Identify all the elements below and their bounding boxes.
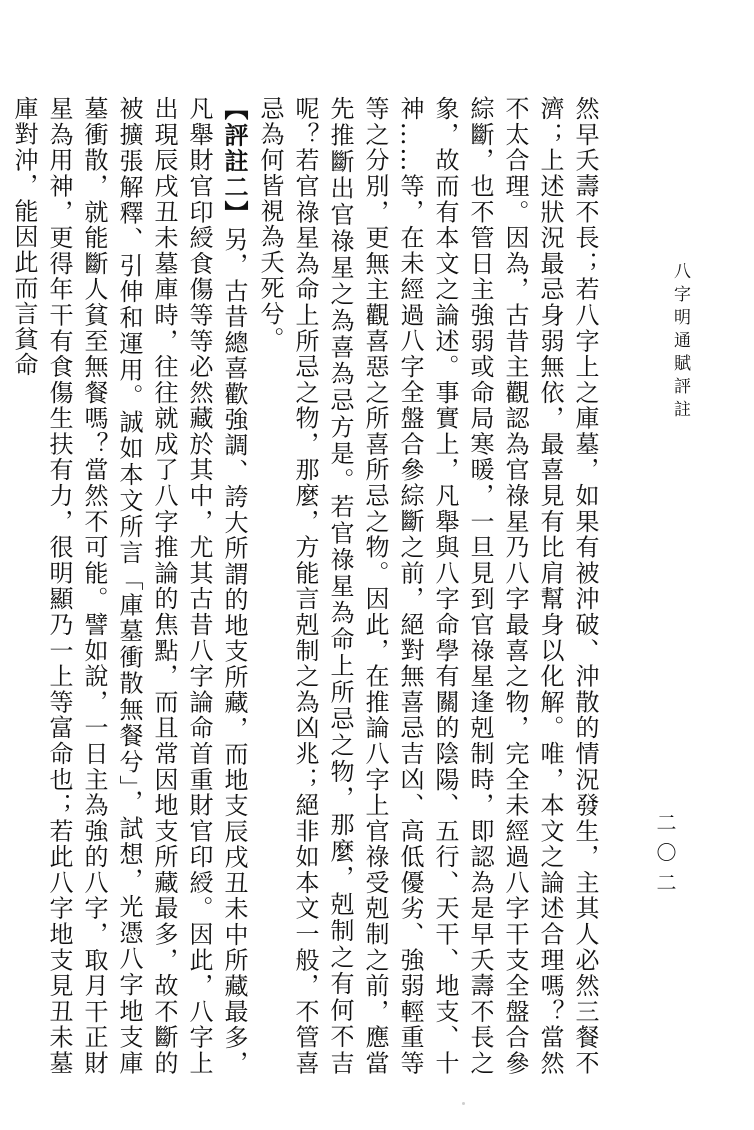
body-text	[10, 96, 602, 1076]
paragraph-1: 然早夭壽不長；若八字上之庫墓，如果有被沖破、沖散的情況發生，主其人必然三餐不濟；上述狀況最忌身弱無依，最喜見有比肩幫身以化解。唯，本文之論述合理嗎？當然不太合理。因為，古昔主觀認為官祿星乃八字最喜之物，完全未經過八字干支全盤合參綜斷，也不管日主強弱或命局寒暖，一旦見到官祿星逢剋制時，即認為是早夭壽不長之象，故而有本文之論述。事實上，凡舉與八字命學有關的陰陽、五行、天干、地支、十神……等，在未經過八字全盤合參綜斷之前，絕對無喜忌吉凶、高低優劣、強弱輕重等等之分別，更無主觀喜惡之所喜所忌之物。因此，在推論八字上官祿受剋制之前，應當先推斷出官祿星之為喜為忌方是。若官祿星為命上所忌之物，那麼，剋制之有何不吉呢？若官祿星為命上所忌之物，那麼，方能言剋制之為凶兆；絕非如本文一般，不管喜忌為何皆視為夭死兮。	[256, 96, 599, 1076]
commentary-label: 【評註二】	[220, 96, 249, 227]
paragraph-2	[6, 96, 252, 1076]
running-title: 八字明通賦評註	[670, 262, 690, 423]
scan-speck	[462, 1102, 465, 1105]
page-number: 二〇二	[653, 812, 677, 902]
paragraph-2-text: 另，古昔總喜歡強調、誇大所謂的地支所藏，而地支辰戌丑未中所藏最多，凡舉財官印綬食傷等等必然藏於其中，尤其古昔八字論命首重財官印綬。因此，八字上出現辰戌丑未墓庫時，往往就成了八字推論的焦點，而且常因地支所藏最多，故不斷的被擴張解釋、引伸和運用。誠如本文所言「庫墓衝散無餐兮」，試想，光憑八字地支庫墓衝散，就能斷人貧至無餐嗎？當然不可能。譬如說，一日主為強的八字，取月干正財星為用神，更得年干有食傷生扶有力，很明顯乃一上等富命也；若此八字地支見丑未墓庫對沖，能因此而言貧命	[10, 96, 248, 1076]
